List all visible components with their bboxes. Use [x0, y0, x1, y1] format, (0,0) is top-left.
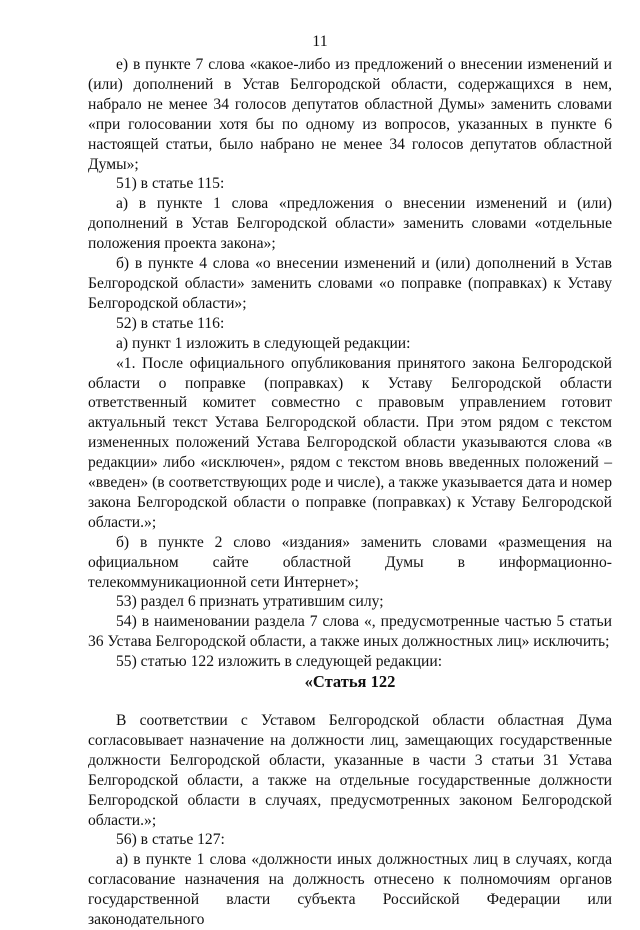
- paragraph-article-122-text: В соответствии с Уставом Белгородской области областная Дума согласовывает назначение на должности лиц, замещающих государственные должности Белгородской области, указанные в части 3 статьи 31 Устава Белгородской области, а также на отдельные государственные должности Белгородской области в случаях, предусмотренных законом Белгородской области.»;: [88, 712, 612, 829]
- paragraph-54-section-7: 54) в наименовании раздела 7 слова «, предусмотренные частью 5 статьи 36 Устава Белгородской области, а также иных должностных лиц» исключить;: [88, 613, 612, 651]
- paragraph-a-point-1-new-edition: а) пункт 1 изложить в следующей редакции:: [116, 334, 411, 352]
- paragraph-52-article-116: 52) в статье 116:: [116, 314, 225, 332]
- article-heading: «Статья 122: [304, 672, 396, 692]
- paragraph-b-point-4: б) в пункте 4 слова «о внесении изменений и (или) дополнений в Устав Белгородской области» заменить словами «о поправке (поправках) к Уставу Белгородской области»;: [88, 255, 612, 312]
- paragraph-a-point-1: а) в пункте 1 слова «предложения о внесении изменений и (или) дополнений в Устав Белгородской области» заменить словами «отдельные положения проекта закона»;: [88, 195, 612, 253]
- paragraph-56-article-127: 56) в статье 127:: [116, 831, 225, 849]
- paragraph-quoted-point-1: «1. После официального опубликования принятого закона Белгородской области о поправке (поправках) к Уставу Белгородской области ответственный комитет совместно с правовым управлением готовит актуальный текст Устава Белгородской области. При этом рядом с текстом измененных положений Устава Белгородской области указываются слова «в редакции» либо «исключен», рядом с текстом вновь введенных положений – «введен» (в соответствующих роде и числе), а также указывается дата и номер закона Белгородской области о поправке (поправках) к Уставу Белгородской области.»;: [88, 354, 612, 531]
- document-body: [88, 55, 612, 930]
- paragraph-e-point-7: е) в пункте 7 слова «какое-либо из предложений о внесении изменений и (или) дополнений в Устав Белгородской области, содержащихся в нем, набрало не менее 34 голосов депутатов областной Думы» заменить словами «при голосовании хотя бы по одному из вопросов, указанных в пункте 6 настоящей статьи, было набрано не менее 34 голосов депутатов областной Думы»;: [88, 56, 612, 173]
- paragraph-51-article-115: 51) в статье 115:: [116, 175, 225, 193]
- paragraph-b-point-2: б) в пункте 2 слово «издания» заменить словами «размещения на официальном сайте областной Думы в информационно-телекоммуникационной сети Интернет»;: [88, 533, 612, 591]
- page-number: 11: [312, 33, 328, 50]
- paragraph-a-point-1-article-127: а) в пункте 1 слова «должности иных должностных лиц в случаях, когда согласование назначения на должность отнесено к полномочиям органов государственной власти субъекта Российской Федерации или законодательного: [88, 851, 612, 929]
- paragraph-53-section-6: 53) раздел 6 признать утратившим силу;: [116, 593, 384, 611]
- paragraph-55-article-122: 55) статью 122 изложить в следующей редакции:: [116, 653, 443, 671]
